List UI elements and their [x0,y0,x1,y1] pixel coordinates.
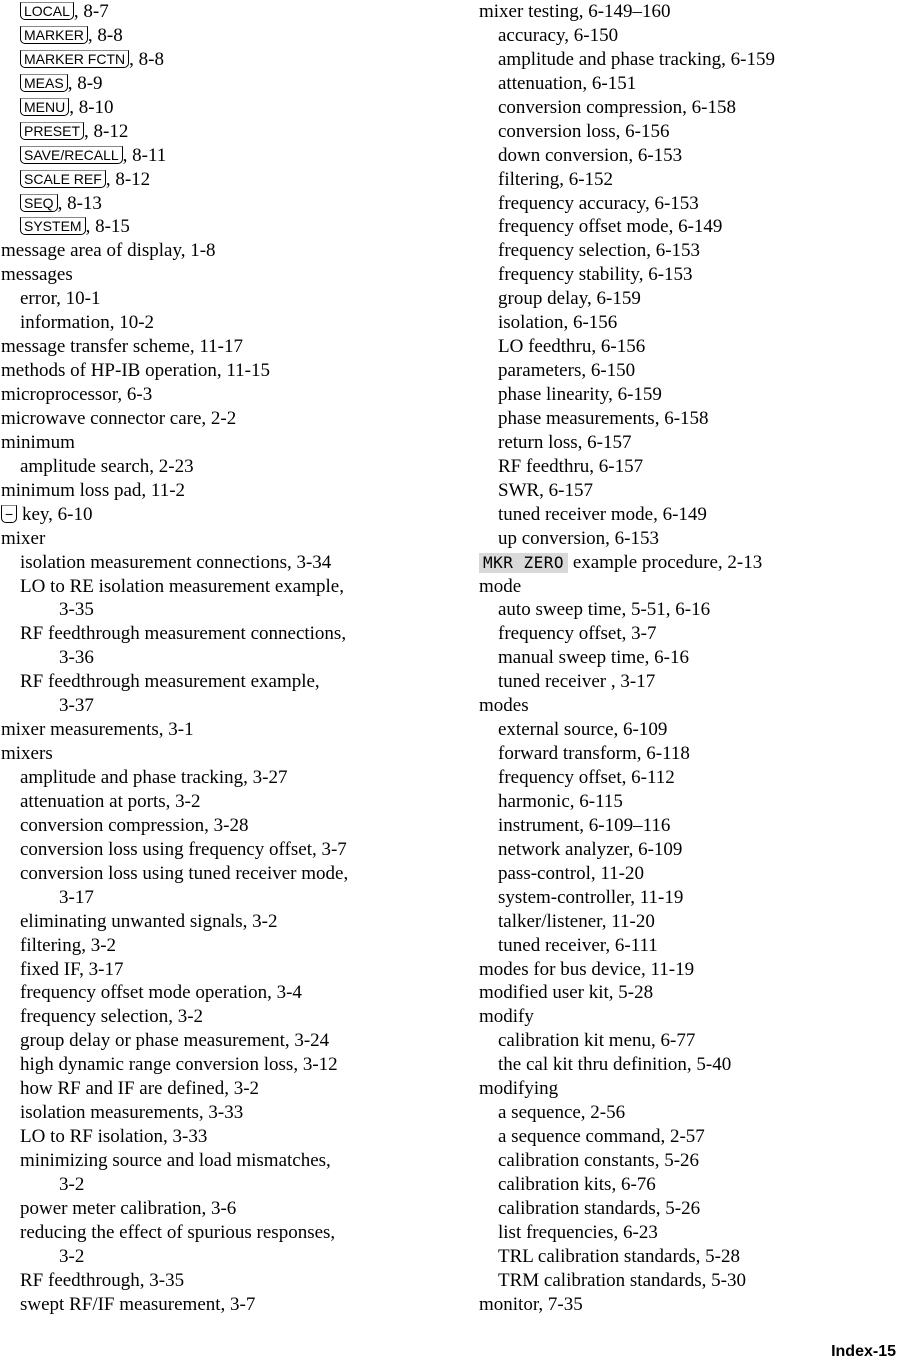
index-entry [1,934,441,958]
index-entry [479,670,904,694]
index-entry [479,431,904,455]
index-entry-text: information, 10-2 [20,312,155,334]
hardkey-label: SAVE/RECALL [20,146,123,164]
index-entry-text: auto sweep time, 5-51, 6-16 [498,599,711,621]
index-entry-text: conversion compression, 6-158 [498,96,736,118]
index-entry [479,1173,904,1197]
index-entry [479,407,904,431]
index-entry [1,383,441,407]
index-entry-text: frequency offset mode, 6-149 [498,216,723,238]
index-entry-text: down conversion, 6-153 [498,144,683,166]
index-entry [1,120,441,144]
index-entry [1,1005,441,1029]
index-entry-text: network analyzer, 6-109 [498,838,683,860]
index-entry-text: 3-37 [59,695,94,717]
index-entry-text: filtering, 3-2 [20,934,117,956]
index-entry [1,0,441,24]
index-entry-text: , 8-12 [105,168,151,190]
index-entry [1,239,441,263]
index-entry [479,646,904,670]
index-entry [479,766,904,790]
index-entry [1,359,441,383]
index-entry-text: conversion loss using frequency offset, 3-7 [20,838,347,860]
index-entry-continuation [1,1245,441,1269]
hardkey-label: MENU [20,98,69,116]
index-entry [479,359,904,383]
index-entry [479,862,904,886]
index-entry-continuation [1,598,441,622]
hardkey-label: SCALE REF [20,170,106,188]
index-entry-text: mode [479,575,522,597]
index-entry [1,718,441,742]
index-entry [479,551,904,575]
index-entry [479,958,904,982]
index-entry [479,1005,904,1029]
index-entry [1,551,441,575]
index-entry-text: modify [479,1006,534,1028]
index-entry [479,1197,904,1221]
index-entry [1,670,441,694]
index-entry [1,958,441,982]
index-entry [1,1197,441,1221]
index-entry [1,575,441,599]
index-entry [479,1149,904,1173]
index-entry-text: modes [479,695,529,717]
index-entry-text: power meter calibration, 3-6 [20,1197,237,1219]
index-entry [1,981,441,1005]
index-entry-text: microwave connector care, 2-2 [1,407,237,429]
index-entry-text: amplitude and phase tracking, 6-159 [498,48,776,70]
index-entry-text: calibration kits, 6-76 [498,1173,656,1195]
index-entry [479,527,904,551]
index-entry-text: fixed IF, 3-17 [20,958,124,980]
index-entry-text: LO to RF isolation, 3-33 [20,1126,208,1148]
index-entry-text: LO to RE isolation measurement example, [20,575,344,597]
index-entry [479,1053,904,1077]
index-entry-text: minimizing source and load mismatches, [20,1150,331,1171]
index-entry [1,455,441,479]
index-entry-text: attenuation at ports, 3-2 [20,790,201,812]
index-entry-text: modified user kit, 5-28 [479,982,654,1004]
index-entry-text: example procedure, 2-13 [568,551,763,573]
index-entry-text: frequency offset mode operation, 3-4 [20,982,302,1004]
index-entry [479,1125,904,1149]
index-entry [1,1101,441,1125]
index-entry [479,814,904,838]
index-entry-text: harmonic, 6-115 [498,790,623,812]
index-entry-text: LO feedthru, 6-156 [498,336,646,358]
index-entry [479,622,904,646]
index-entry [1,503,441,527]
index-entry-text: frequency selection, 6-153 [498,240,701,262]
index-entry [479,886,904,910]
index-entry [479,1293,904,1317]
index-entry [479,790,904,814]
index-entry-text: system-controller, 11-19 [498,886,684,908]
index-entry-text: pass-control, 11-20 [498,862,644,884]
index-entry [479,1101,904,1125]
index-entry [479,335,904,359]
index-entry [479,96,904,120]
index-entry-text: a sequence, 2-56 [498,1102,626,1124]
index-entry [1,48,441,72]
index-entry [1,1029,441,1053]
index-entry-text: message transfer scheme, 11-17 [1,336,243,358]
index-entry [1,24,441,48]
hardkey-label: SYSTEM [20,217,86,235]
index-entry [479,192,904,216]
index-entry [479,694,904,718]
index-entry [1,1053,441,1077]
index-entry [1,790,441,814]
hardkey-label: − [1,505,17,523]
index-entry-text: amplitude and phase tracking, 3-27 [20,767,288,788]
index-entry-text: frequency selection, 3-2 [20,1006,204,1028]
index-entry-text: 3-35 [59,599,94,621]
index-entry-text: 3-36 [59,647,94,669]
index-entry [1,311,441,335]
index-entry [479,24,904,48]
index-entry-text: tuned receiver , 3-17 [498,671,656,693]
index-entry [479,1221,904,1245]
index-entry [1,838,441,862]
index-entry-text: 3-17 [59,886,94,908]
index-entry-text: frequency offset, 3-7 [498,623,657,645]
index-entry-text: , 8-12 [84,120,129,142]
index-entry-text: methods of HP-IB operation, 11-15 [1,360,270,382]
index-entry [1,1125,441,1149]
index-entry [1,96,441,120]
index-entry [479,263,904,287]
index-entry [1,1077,441,1101]
index-entry-text: , 8-11 [122,144,167,166]
index-entry-text: conversion loss, 6-156 [498,120,670,142]
index-entry-text: error, 10-1 [20,288,101,310]
index-entry-text: microprocessor, 6-3 [1,384,153,405]
index-entry-text: minimum loss pad, 11-2 [1,479,186,501]
index-entry [1,407,441,431]
index-entry-text: reducing the effect of spurious responses, [20,1221,336,1243]
index-entry-continuation [1,886,441,910]
index-entry [1,766,441,790]
index-entry-text: message area of display, 1-8 [1,240,216,262]
index-entry [479,48,904,72]
index-entry-text: eliminating unwanted signals, 3-2 [20,910,278,932]
index-entry-text: frequency accuracy, 6-153 [498,192,699,214]
index-entry-text: , 8-9 [67,72,103,94]
index-entry [479,1029,904,1053]
index-entry-text: group delay, 6-159 [498,288,641,310]
index-entry [479,910,904,934]
index-entry-text: filtering, 6-152 [498,168,614,190]
index-entry-text: group delay or phase measurement, 3-24 [20,1030,330,1052]
index-entry [479,120,904,144]
index-entry-continuation [1,694,441,718]
index-entry [479,168,904,192]
index-entry-text: TRL calibration standards, 5-28 [498,1245,741,1267]
index-entry [479,455,904,479]
index-entry-text: return loss, 6-157 [498,431,632,453]
index-entry [479,72,904,96]
index-entry [479,287,904,311]
index-entry-text: modes for bus device, 11-19 [479,958,695,980]
index-entry-text: isolation, 6-156 [498,312,618,334]
hardkey-label: MARKER [20,26,88,44]
index-entry-text: 3-2 [59,1173,85,1195]
hardkey-label: PRESET [20,122,84,140]
index-entry [1,1293,441,1317]
index-entry [1,742,441,766]
hardkey-label: MARKER FCTN [20,50,129,68]
index-entry-text: amplitude search, 2-23 [20,455,194,477]
index-entry-text: accuracy, 6-150 [498,24,619,46]
index-entry [1,144,441,168]
index-entry [1,215,441,239]
index-entry-text: RF feedthru, 6-157 [498,455,644,477]
index-entry [479,718,904,742]
index-entry [1,335,441,359]
index-entry-text: SWR, 6-157 [498,479,593,501]
index-entry [1,263,441,287]
index-entry-text: calibration standards, 5-26 [498,1197,701,1219]
index-entry-text: isolation measurements, 3-33 [20,1102,244,1124]
index-entry-text: mixer testing, 6-149–160 [479,1,671,22]
index-entry-text: conversion compression, 3-28 [20,814,249,836]
index-entry-text: list frequencies, 6-23 [498,1221,658,1243]
index-entry-text: tuned receiver mode, 6-149 [498,503,707,525]
index-column-left [1,0,441,1317]
index-entry [479,742,904,766]
index-entry-text: mixer measurements, 3-1 [1,719,194,741]
index-entry [479,503,904,527]
index-entry-text: 3-2 [59,1245,85,1267]
index-entry [479,598,904,622]
index-entry [479,575,904,599]
index-entry-text: a sequence command, 2-57 [498,1126,705,1148]
index-entry-text: , 8-15 [85,216,130,238]
index-entry [479,0,904,24]
index-entry-text: calibration kit menu, 6-77 [498,1030,696,1052]
index-entry-text: conversion loss using tuned receiver mode, [20,862,349,884]
index-entry [479,215,904,239]
index-entry-text: mixers [1,743,53,765]
index-entry-text: monitor, 7-35 [479,1293,583,1315]
index-entry-text: RF feedthrough measurement connections, [20,623,347,645]
index-entry [1,1149,441,1173]
index-entry [1,192,441,216]
index-entry [1,622,441,646]
index-entry-text: mixer [1,527,46,549]
index-entry-text: tuned receiver, 6-111 [498,934,658,956]
index-entry-text: phase measurements, 6-158 [498,407,709,429]
index-entry-text: phase linearity, 6-159 [498,384,662,405]
hardkey-label: SEQ [20,194,58,212]
index-entry [1,814,441,838]
index-entry-text: frequency offset, 6-112 [498,767,675,788]
index-column-right [479,0,904,1317]
index-entry-text: manual sweep time, 6-16 [498,647,690,669]
index-entry [479,1269,904,1293]
index-entry-text: high dynamic range conversion loss, 3-12 [20,1054,338,1076]
index-entry [1,910,441,934]
index-entry-text: up conversion, 6-153 [498,527,659,549]
index-entry-text: calibration constants, 5-26 [498,1150,700,1171]
index-entry [1,1221,441,1245]
index-entry-text: how RF and IF are defined, 3-2 [20,1078,260,1100]
index-entry [479,239,904,263]
index-entry-text: forward transform, 6-118 [498,743,690,765]
index-entry-text: , 8-13 [57,192,102,214]
index-entry-text: RF feedthrough, 3-35 [20,1269,185,1291]
index-entry [1,479,441,503]
index-entry [1,168,441,192]
index-entry-text: , 8-8 [129,48,164,70]
index-entry-text: swept RF/IF measurement, 3-7 [20,1293,256,1315]
index-entry-text: , 8-8 [87,24,123,46]
index-entry-text: parameters, 6-150 [498,360,636,382]
hardkey-label: MEAS [20,74,68,92]
index-entry [479,311,904,335]
index-entry-text: frequency stability, 6-153 [498,264,693,286]
index-entry-text: attenuation, 6-151 [498,72,637,94]
index-entry [479,479,904,503]
hardkey-label: LOCAL [20,2,74,20]
index-entry [1,862,441,886]
index-entry-text: , 8-10 [69,96,114,118]
index-entry-text: RF feedthrough measurement example, [20,671,320,693]
index-entry [479,383,904,407]
page-number: Index-15 [831,1343,896,1360]
index-entry [1,431,441,455]
index-entry-text: external source, 6-109 [498,719,668,741]
index-entry-text: instrument, 6-109–116 [498,814,671,836]
index-entry-text: TRM calibration standards, 5-30 [498,1269,747,1291]
index-entry-text: messages [1,264,73,286]
index-entry [1,287,441,311]
index-entry-continuation [1,646,441,670]
index-entry [479,981,904,1005]
index-entry-text: isolation measurement connections, 3-34 [20,551,332,573]
index-entry [479,1245,904,1269]
index-entry-text: minimum [1,431,75,453]
index-entry-text: the cal kit thru definition, 5-40 [498,1054,732,1076]
index-entry [1,527,441,551]
index-entry-text: modifying [479,1078,559,1100]
index-entry [479,144,904,168]
index-entry [1,1269,441,1293]
index-entry-continuation [1,1173,441,1197]
index-entry [1,72,441,96]
index-entry [479,1077,904,1101]
index-entry [479,934,904,958]
softkey-label: MKR ZERO [479,553,568,573]
index-entry-text: talker/listener, 11-20 [498,910,655,932]
index-entry-text: key, 6-10 [17,503,93,525]
index-entry-text: , 8-7 [73,1,109,22]
index-entry [479,838,904,862]
